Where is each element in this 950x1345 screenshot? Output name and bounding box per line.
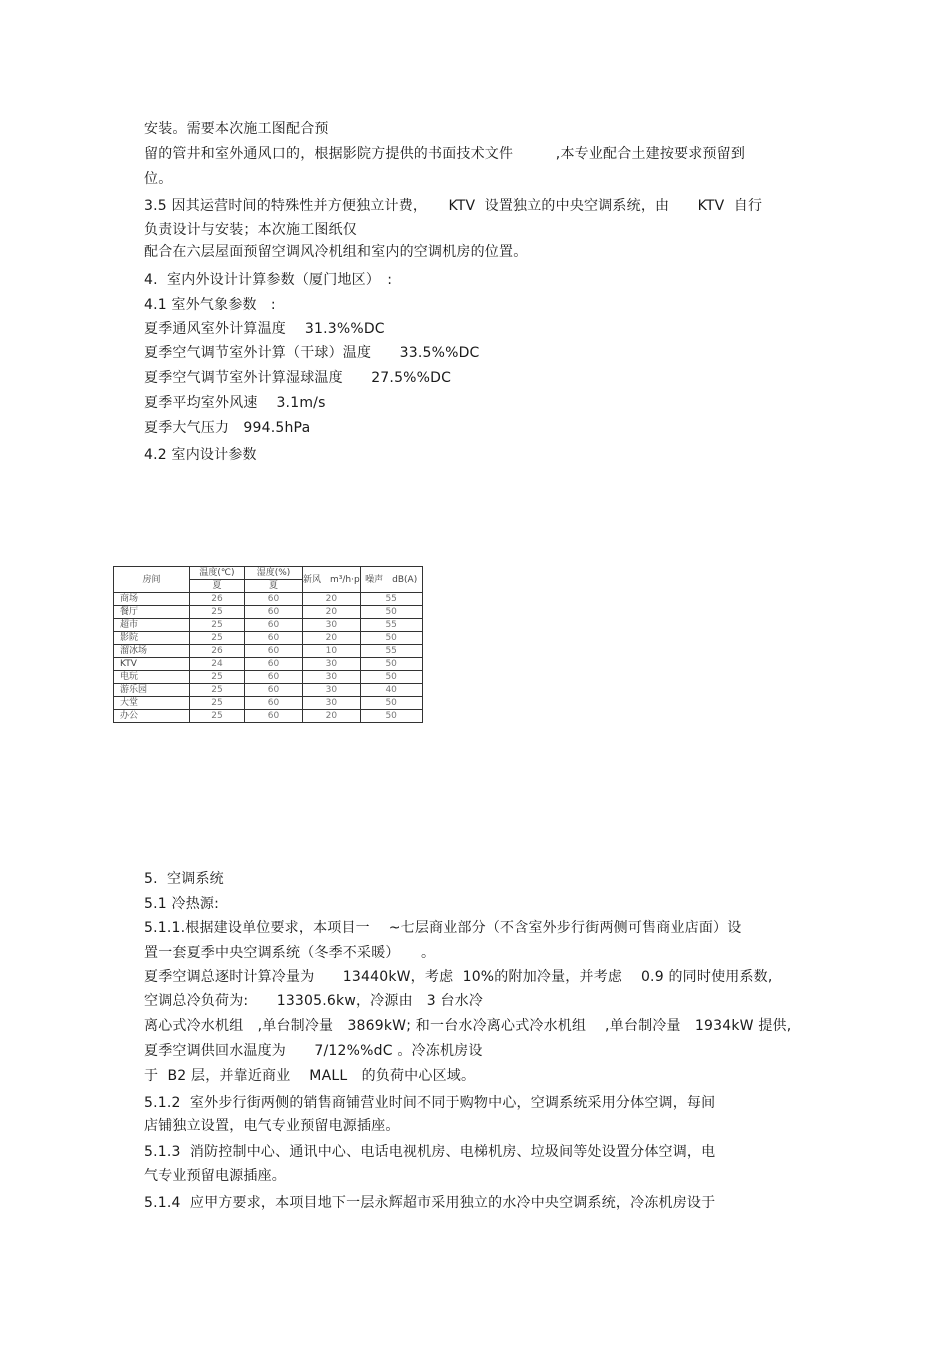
paragraph-line: 5.1.1.根据建设单位要求，本项目一 ~七层商业部分（不含室外步行街两侧可售商业店面）设 — [144, 920, 742, 936]
table-subheader-cell: 夏 — [245, 580, 303, 593]
table-room-cell: KTV — [114, 658, 190, 671]
table-row — [114, 645, 423, 658]
paragraph-line: 夏季空调总逐时计算冷量为 13440kW，考虑 10%的附加冷量，并考虑 0.9 的同时使用系数, — [144, 969, 773, 985]
table-row — [114, 632, 423, 645]
parameter-line: 夏季空气调节室外计算湿球温度 27.5%%DC — [144, 370, 452, 386]
table-value-cell: 25 — [190, 619, 245, 632]
table-header-cell: 新风 m³/h·p — [303, 567, 361, 593]
table-value-cell: 30 — [303, 619, 361, 632]
table-room-cell: 办公 — [114, 710, 190, 723]
section-heading: 4. 室内外设计计算参数（厦门地区） : — [144, 272, 393, 288]
table-value-cell: 25 — [190, 684, 245, 697]
table-header-cell: 噪声 dB(A) — [360, 567, 422, 593]
parameter-line: 夏季平均室外风速 3.1m/s — [144, 395, 326, 411]
table-room-cell: 电玩 — [114, 671, 190, 684]
table-room-cell: 超市 — [114, 619, 190, 632]
paragraph-line: 留的管井和室外通风口的，根据影院方提供的书面技术文件 ,本专业配合土建按要求预留到 — [144, 146, 746, 162]
paragraph-line: 夏季空调供回水温度为 7/12%%dC 。冷冻机房设 — [144, 1043, 483, 1059]
parameter-line: 夏季大气压力 994.5hPa — [144, 420, 311, 436]
table-value-cell: 25 — [190, 697, 245, 710]
table-subheader-cell: 夏 — [190, 580, 245, 593]
table-value-cell: 60 — [245, 671, 303, 684]
paragraph-line: 位。 — [144, 171, 173, 187]
table-value-cell: 25 — [190, 632, 245, 645]
table-room-cell: 游乐园 — [114, 684, 190, 697]
table-value-cell: 60 — [245, 606, 303, 619]
table-value-cell: 24 — [190, 658, 245, 671]
table-room-cell: 大堂 — [114, 697, 190, 710]
paragraph-line: 于 B2 层，并靠近商业 MALL 的负荷中心区域。 — [144, 1068, 476, 1084]
paragraph-line: 空调总冷负荷为: 13305.6kw，冷源由 3 台水冷 — [144, 993, 484, 1009]
table-value-cell: 60 — [245, 645, 303, 658]
table-room-cell: 影院 — [114, 632, 190, 645]
subsection-heading: 5.1 冷热源: — [144, 896, 220, 912]
table-room-cell: 餐厅 — [114, 606, 190, 619]
table-value-cell: 60 — [245, 632, 303, 645]
table-value-cell: 26 — [190, 645, 245, 658]
table-value-cell: 10 — [303, 645, 361, 658]
paragraph-line: 置一套夏季中央空调系统（冬季不采暖） 。 — [144, 945, 436, 961]
table-row — [114, 619, 423, 632]
paragraph-line: 店铺独立设置，电气专业预留电源插座。 — [144, 1118, 400, 1134]
subsection-heading: 4.2 室内设计参数 — [144, 447, 257, 463]
table-value-cell: 40 — [360, 684, 422, 697]
table-value-cell: 50 — [360, 671, 422, 684]
table-value-cell: 60 — [245, 619, 303, 632]
table-value-cell: 50 — [360, 658, 422, 671]
table-row — [114, 593, 423, 606]
subsection-heading: 4.1 室外气象参数 : — [144, 297, 276, 313]
table-row — [114, 658, 423, 671]
paragraph-line: 配合在六层屋面预留空调风冷机组和室内的空调机房的位置。 — [144, 244, 528, 260]
paragraph-line: 气专业预留电源插座。 — [144, 1168, 286, 1184]
indoor-design-parameters-table — [113, 566, 423, 723]
table-value-cell: 20 — [303, 593, 361, 606]
table-value-cell: 30 — [303, 658, 361, 671]
table-value-cell: 50 — [360, 606, 422, 619]
table-header-cell: 温度(℃) — [190, 567, 245, 580]
table-value-cell: 26 — [190, 593, 245, 606]
table-value-cell: 60 — [245, 710, 303, 723]
table-value-cell: 60 — [245, 697, 303, 710]
table-value-cell: 55 — [360, 645, 422, 658]
table-value-cell: 30 — [303, 697, 361, 710]
paragraph-line: 安装。需要本次施工图配合预 — [144, 121, 329, 137]
table-row — [114, 684, 423, 697]
table-row — [114, 710, 423, 723]
table-value-cell: 60 — [245, 658, 303, 671]
table-value-cell: 50 — [360, 697, 422, 710]
table-value-cell: 20 — [303, 606, 361, 619]
table-header-cell: 房间 — [114, 567, 190, 593]
paragraph-line: 5.1.4 应甲方要求，本项目地下一层永辉超市采用独立的水冷中央空调系统，冷冻机房设于 — [144, 1195, 716, 1211]
parameter-line: 夏季空气调节室外计算（干球）温度 33.5%%DC — [144, 345, 480, 361]
table-value-cell: 55 — [360, 593, 422, 606]
table-header-cell: 湿度(%) — [245, 567, 303, 580]
parameter-line: 夏季通风室外计算温度 31.3%%DC — [144, 321, 385, 337]
table-value-cell: 25 — [190, 671, 245, 684]
table-value-cell: 50 — [360, 710, 422, 723]
table-room-cell: 商场 — [114, 593, 190, 606]
paragraph-line: 5.1.2 室外步行街两侧的销售商铺营业时间不同于购物中心，空调系统采用分体空调，每间 — [144, 1095, 716, 1111]
table-row — [114, 697, 423, 710]
table-value-cell: 25 — [190, 710, 245, 723]
table-room-cell: 溜冰场 — [114, 645, 190, 658]
table-value-cell: 20 — [303, 632, 361, 645]
table-value-cell: 55 — [360, 619, 422, 632]
section-heading: 5. 空调系统 — [144, 871, 224, 887]
paragraph-line: 负责设计与安装；本次施工图纸仅 — [144, 222, 357, 238]
table-value-cell: 60 — [245, 684, 303, 697]
table-row — [114, 606, 423, 619]
paragraph-line: 5.1.3 消防控制中心、通讯中心、电话电视机房、电梯机房、垃圾间等处设置分体空调，电 — [144, 1144, 716, 1160]
table-value-cell: 20 — [303, 710, 361, 723]
table-row — [114, 671, 423, 684]
table-value-cell: 30 — [303, 684, 361, 697]
table-value-cell: 50 — [360, 632, 422, 645]
paragraph-line: 3.5 因其运营时间的特殊性并方便独立计费， KTV 设置独立的中央空调系统，由 KTV 自行 — [144, 198, 763, 214]
table-value-cell: 30 — [303, 671, 361, 684]
paragraph-line: 离心式冷水机组 ,单台制冷量 3869kW; 和一台水冷离心式冷水机组 ,单台制冷量 1934kW 提供, — [144, 1018, 792, 1034]
table-value-cell: 60 — [245, 593, 303, 606]
table-value-cell: 25 — [190, 606, 245, 619]
